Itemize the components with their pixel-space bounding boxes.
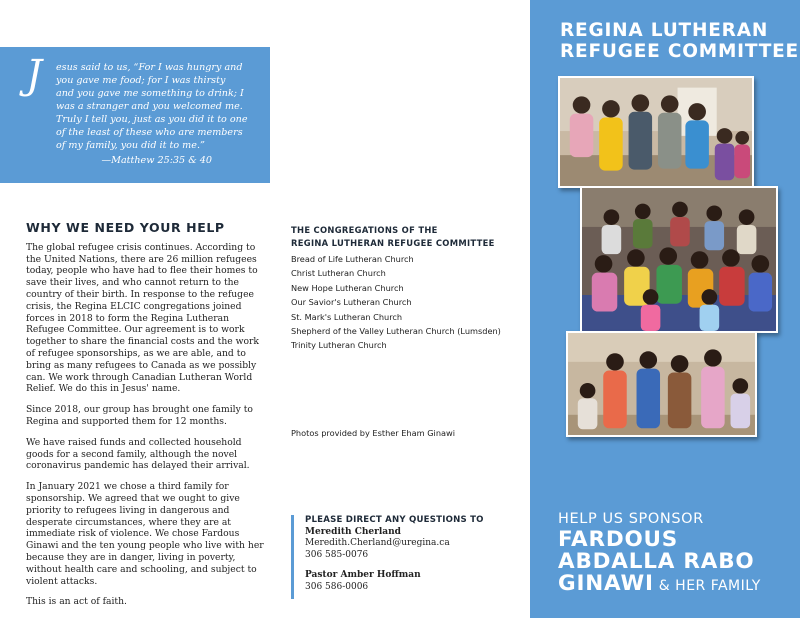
congregation-item: Our Savior's Lutheran Church	[291, 297, 412, 308]
quote-line: of the least of these who are members	[56, 127, 243, 138]
family-photo-1-image	[560, 78, 752, 186]
quote-attribution: —Matthew 25:35 & 40	[101, 155, 212, 166]
why-heading: WHY WE NEED YOUR HELP	[26, 220, 225, 235]
sponsor-name-line2: ABDALLA RABO	[558, 549, 755, 574]
contact-phone: 306 585-0076	[305, 549, 369, 560]
contact-phone: 306 586-0006	[305, 581, 369, 592]
congregation-item: Christ Lutheran Church	[291, 268, 386, 279]
why-paragraph: This is an act of faith.	[26, 596, 127, 608]
sponsor-name-line3: GINAWI	[558, 571, 654, 596]
congregation-item: Bread of Life Lutheran Church	[291, 254, 414, 264]
why-section	[26, 222, 268, 617]
why-paragraph: We have raised funds and collected household goods for a second family, although the novel coronavirus pandemic has delayed their arrival.	[26, 436, 250, 472]
contacts-heading: PLEASE DIRECT ANY QUESTIONS TO	[305, 515, 484, 525]
quote-line: you gave me food; for I was thirsty	[56, 75, 226, 86]
quote-line: was a stranger and you welcomed me.	[56, 101, 243, 112]
congregations-heading-line2: REGINA LUTHERAN REFUGEE COMMITTEE	[291, 238, 495, 248]
why-paragraph: The global refugee crisis continues. According to the United Nations, there are 26 million refugees today, people who have had to flee their homes to save their lives, and who cannot return to the country of their birth. In response to the refugee crisis, the Regina ELCIC congregations joined forces in 2018 to form the Regina Lutheran Refugee Committee. Our agreement is to work together to share the financial costs and the work of refugee sponsorships, as we are able, and to bring as many refugees to Canada as we possibly can. We work through Canadian Lutheran World Relief. We do this in Jesus' name.	[26, 241, 259, 395]
committee-title-line1: REGINA LUTHERAN	[560, 20, 769, 41]
quote-line: esus said to us, “For I was hungry and	[56, 62, 243, 73]
family-photo-3-image	[568, 333, 755, 435]
congregation-item: New Hope Lutheran Church	[291, 282, 404, 293]
contact-email[interactable]: Meredith.Cherland@uregina.ca	[305, 538, 450, 548]
family-tail: & HER FAMILY	[653, 578, 761, 594]
committee-title	[560, 20, 799, 62]
contact-name: Meredith Cherland	[305, 526, 401, 537]
contact-meredith	[305, 527, 484, 562]
scripture-quote-box	[0, 47, 270, 183]
sponsor-name-line1: FARDOUS	[558, 527, 679, 552]
contact-name: Pastor Amber Hoffman	[305, 570, 421, 580]
quote-line: of my family, you did it to me.”	[56, 140, 205, 151]
congregations-list	[291, 252, 521, 353]
quote-text	[34, 61, 256, 167]
why-paragraph: Since 2018, our group has brought one family to Regina and supported them for 12 months.	[26, 404, 253, 427]
contacts-section	[291, 515, 484, 599]
congregation-item: St. Mark's Lutheran Church	[291, 311, 403, 322]
family-photo-2-image	[582, 188, 776, 331]
congregation-item: Shepherd of the Valley Lutheran Church (Lumsden)	[291, 326, 501, 337]
photo-credit: Photos provided by Esther Eham Ginawi	[291, 428, 456, 438]
congregations-heading-line1: THE CONGREGATIONS OF THE	[291, 225, 438, 235]
family-photo-3	[566, 331, 757, 437]
congregation-item: Trinity Lutheran Church	[291, 340, 387, 351]
why-paragraph: In January 2021 we chose a third family for sponsorship. We agreed that we ought to give priority to refugees living in dangerous and desperate circumstances, where they are at immediate risk of violence. We chose Fardous Ginawi and the ten young people who live with her because they are in danger, living in poverty, without health care and schooling, and subject to violent attacks.	[26, 481, 264, 587]
quote-line: and you gave me something to drink; I	[56, 88, 244, 99]
family-photo-1	[558, 76, 754, 188]
quote-dropcap: J	[26, 52, 43, 98]
quote-line: Truly I tell you, just as you did it to one	[56, 114, 248, 125]
committee-title-line2: REFUGEE COMMITTEE	[560, 41, 799, 62]
contact-pastor	[305, 570, 484, 593]
help-line: HELP US SPONSOR	[558, 511, 704, 527]
family-photo-2	[580, 186, 778, 333]
congregations-list-section	[291, 224, 521, 353]
help-sponsor-block	[558, 510, 761, 595]
